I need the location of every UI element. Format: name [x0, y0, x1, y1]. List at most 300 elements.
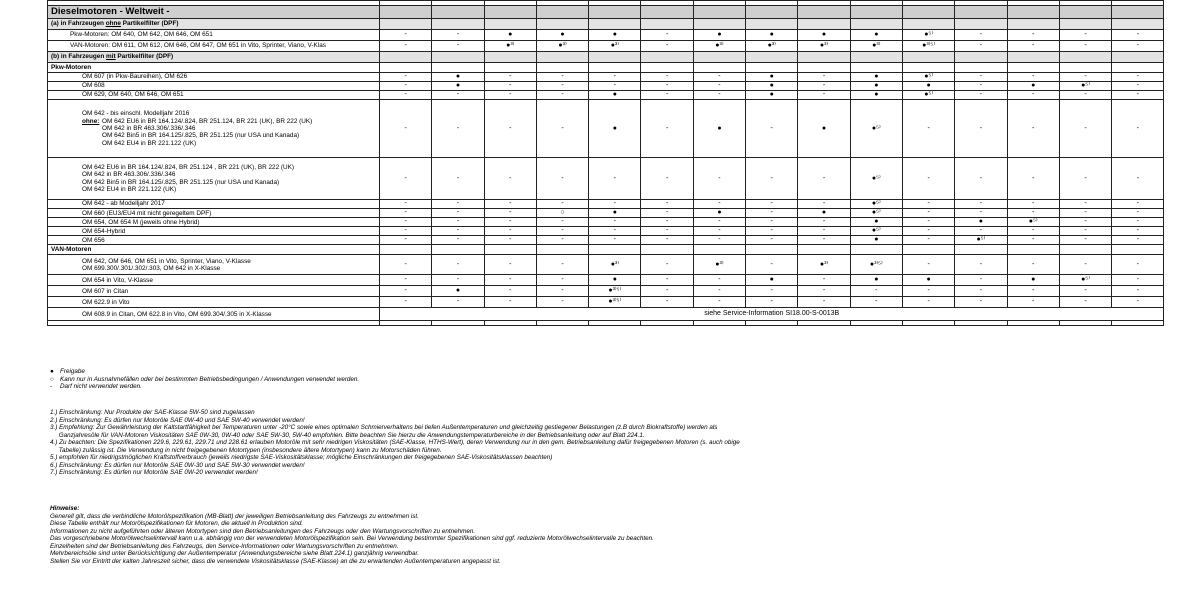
- empty-cell: [641, 321, 693, 326]
- table-cell: ●: [693, 209, 745, 218]
- row-label: Pkw-Motoren: OM 640, OM 642, OM 646, OM 651: [48, 30, 380, 41]
- table-cell: -: [798, 275, 850, 286]
- empty-cell: [693, 6, 745, 19]
- table-cell: ●³⁾: [536, 41, 588, 52]
- table-cell: -: [955, 200, 1007, 209]
- table-cell: ●: [693, 30, 745, 41]
- empty-cell: [432, 63, 484, 73]
- table-row: [48, 100, 1164, 158]
- empty-cell: [902, 6, 954, 19]
- table-cell: -: [536, 158, 588, 200]
- table-cell: -: [902, 200, 954, 209]
- empty-cell: [902, 321, 954, 326]
- table-cell: ●³⁾: [798, 255, 850, 275]
- table-cell: -: [1007, 255, 1059, 275]
- table-cell: -: [746, 227, 798, 236]
- table-cell: -: [693, 227, 745, 236]
- table-cell: -: [1059, 236, 1111, 245]
- table-cell: ●⁵⁾: [850, 209, 902, 218]
- empty-cell: [484, 6, 536, 19]
- table-cell: -: [1112, 297, 1164, 308]
- empty-cell: [380, 245, 432, 255]
- empty-cell: [432, 52, 484, 63]
- table-cell: -: [902, 297, 954, 308]
- table-cell: -: [589, 73, 641, 82]
- table-cell: -: [955, 297, 1007, 308]
- table-cell: -: [1007, 236, 1059, 245]
- table-cell: -: [798, 73, 850, 82]
- empty-cell: [1059, 52, 1111, 63]
- footnote: Ganzjahresöle für VAN-Motoren Viskositäten SAE 0W-30, 0W-40 oder SAE 5W-30, 5W-40 empfohlen. Bitte beachten Sie hierzu die Anwendungstemperaturbereiche in der Betriebsanleitung oder auf Blatt 224.1.: [50, 431, 645, 439]
- table-row: [48, 200, 1164, 209]
- empty-cell: [955, 19, 1007, 30]
- table-cell: ●³⁾: [484, 41, 536, 52]
- hinweise-title: Hinweise:: [50, 505, 80, 512]
- empty-cell: [746, 6, 798, 19]
- hinweis-line: Das vorgeschriebene Motorölwechselintervall kann u.a. abhängig von der verwendeten Motorölspezifikation sein. Bei Verwendung bestimmter Spezifikationen sind ggf. reduzierte Motorölwechselintervalle zu beachten.: [50, 535, 654, 543]
- table-cell: -: [380, 227, 432, 236]
- table-cell: -: [1007, 73, 1059, 82]
- table-cell: -: [484, 275, 536, 286]
- table-cell: -: [432, 227, 484, 236]
- table-row: [48, 227, 1164, 236]
- subsection-a-label: (a) in Fahrzeugen ohne Partikelfilter (DPF): [48, 19, 380, 30]
- table-cell: -: [746, 255, 798, 275]
- table-cell: -: [536, 275, 588, 286]
- footnote: 6.) Einschränkung: Es dürfen nur Motoröle SAE 0W-30 und SAE 5W-30 verwendet werden!: [50, 461, 305, 469]
- table-cell: -: [955, 286, 1007, 297]
- table-row: [48, 209, 1164, 218]
- table-cell: -: [484, 200, 536, 209]
- empty-cell: [1112, 19, 1164, 30]
- table-cell: -: [693, 236, 745, 245]
- table-cell: ●⁵⁾: [902, 30, 954, 41]
- legend-text: Darf nicht verwendet werden.: [60, 383, 142, 391]
- empty-cell: [536, 6, 588, 19]
- table-cell: -: [1007, 209, 1059, 218]
- table-cell: ●: [746, 91, 798, 100]
- table-cell: ●: [746, 73, 798, 82]
- footnote: 7.) Einschränkung: Es dürfen nur Motoröle SAE 0W-20 verwendet werden!: [50, 469, 258, 477]
- footnote: 3.) Empfehlung: Zur Gewährleistung der Kaltstartfähigkeit bei Temperaturen unter -20°C sowie eines optimalen Schmierverhaltens bei tiefen Außentemperaturen und gleichzeitig gestiegener Belastungen (z.B durch Biokraftstoffe) werden als: [50, 424, 718, 432]
- table-cell: ●³⁾: [693, 41, 745, 52]
- table-cell: -: [641, 236, 693, 245]
- table-cell: -: [484, 209, 536, 218]
- table-cell: -: [536, 297, 588, 308]
- table-cell: ●: [589, 100, 641, 158]
- table-cell: ●: [1007, 275, 1059, 286]
- table-row: [48, 91, 1164, 100]
- table-cell: -: [484, 100, 536, 158]
- empty-cell: [589, 321, 641, 326]
- table-cell: -: [484, 286, 536, 297]
- empty-cell: [1059, 321, 1111, 326]
- empty-cell: [536, 63, 588, 73]
- table-cell: -: [798, 158, 850, 200]
- table-cell: -: [955, 158, 1007, 200]
- empty-cell: [1007, 6, 1059, 19]
- table-row: [48, 82, 1164, 91]
- table-cell: -: [432, 41, 484, 52]
- hinweis-line: Informationen zu nicht aufgeführten oder älteren Motortypen sind den Betriebsanleitungen des Fahrzeugs oder den Wartungsvorschriften zu entnehmen.: [50, 527, 476, 535]
- empty-cell: [484, 321, 536, 326]
- table-cell: -: [536, 200, 588, 209]
- table-cell: -: [589, 236, 641, 245]
- table-cell: -: [1112, 100, 1164, 158]
- table-cell: -: [380, 91, 432, 100]
- empty-cell: [955, 321, 1007, 326]
- table-cell: -: [1112, 30, 1164, 41]
- table-cell: -: [641, 209, 693, 218]
- table-cell: -: [798, 297, 850, 308]
- empty-cell: [850, 245, 902, 255]
- empty-cell: [1059, 6, 1111, 19]
- table-cell: -: [850, 286, 902, 297]
- table-cell: -: [432, 209, 484, 218]
- table-cell: -: [1007, 91, 1059, 100]
- empty-cell: [746, 19, 798, 30]
- empty-cell: [641, 52, 693, 63]
- table-cell: -: [1112, 200, 1164, 209]
- table-cell: -: [955, 255, 1007, 275]
- row-label: OM 654 in Vito, V-Klasse: [48, 275, 380, 286]
- table-cell: -: [641, 297, 693, 308]
- table-cell: -: [484, 255, 536, 275]
- table-cell: -: [955, 30, 1007, 41]
- table-cell: -: [746, 209, 798, 218]
- table-cell: -: [432, 218, 484, 227]
- empty-cell: [1007, 321, 1059, 326]
- hinweis-line: Diese Tabelle enthält nur Motorölspezifikationen für Motoren, die aktuell in Produktion sind.: [50, 520, 304, 528]
- legend-symbol: ●: [50, 368, 54, 375]
- table-cell: -: [902, 218, 954, 227]
- table-cell: -: [380, 236, 432, 245]
- table-cell: -: [798, 227, 850, 236]
- table-cell: -: [641, 158, 693, 200]
- table-cell: -: [484, 158, 536, 200]
- table-cell: -: [432, 200, 484, 209]
- table-cell: -: [746, 218, 798, 227]
- row-label: OM 608.9 in Citan, OM 622.8 in Vito, OM 699.304/.305 in X-Klasse: [48, 308, 380, 321]
- footnote: 4.) Zu beachten: Die Spezifikationen 229.6, 229.61, 229.71 und 228.61 erlauben Motoröle mit sehr niedrigen Viskositäten (SAE-Klasse, HTHS-Wert), deren Verwendung nur in den gem. Betriebsanleitung dafür freigegebenen Motoren (s. auch obige: [50, 439, 740, 447]
- empty-cell: [536, 52, 588, 63]
- empty-cell: [1059, 63, 1111, 73]
- table-cell: -: [432, 255, 484, 275]
- row-label: VAN-Motoren: OM 611, OM 612, OM 646, OM 647, OM 651 in Vito, Sprinter, Viano, V-Klas: [48, 41, 380, 52]
- row-label: OM 607 in Citan: [48, 286, 380, 297]
- empty-cell: [693, 245, 745, 255]
- table-cell: -: [380, 73, 432, 82]
- table-cell: -: [693, 82, 745, 91]
- section-title: Dieselmotoren - Weltweit -: [48, 6, 380, 19]
- table-cell: -: [746, 286, 798, 297]
- table-cell: -: [380, 255, 432, 275]
- table-row: [48, 255, 1164, 275]
- table-cell: -: [798, 82, 850, 91]
- empty-cell: [798, 245, 850, 255]
- table-cell: -: [641, 200, 693, 209]
- table-row: [48, 308, 1164, 321]
- table-cell: -: [1059, 73, 1111, 82]
- table-footer-stub: [48, 321, 1164, 326]
- table-cell: -: [1112, 255, 1164, 275]
- table-cell: ●⁵⁾: [955, 236, 1007, 245]
- empty-cell: [589, 245, 641, 255]
- table-cell: -: [589, 227, 641, 236]
- empty-cell: [850, 63, 902, 73]
- empty-cell: [798, 63, 850, 73]
- legend-text: Kann nur in Ausnahmefällen oder bei bestimmten Betriebsbedingungen / Anwendungen verwendet werden.: [60, 375, 360, 383]
- empty-cell: [536, 245, 588, 255]
- empty-cell: [589, 6, 641, 19]
- legend-symbol: -: [50, 383, 53, 391]
- table-cell: -: [955, 82, 1007, 91]
- table-cell: -: [798, 286, 850, 297]
- table-cell: ●: [589, 209, 641, 218]
- table-cell: -: [432, 236, 484, 245]
- table-cell: -: [380, 41, 432, 52]
- legend-symbol: ○: [50, 375, 54, 383]
- table-cell: -: [589, 158, 641, 200]
- table-cell: -: [536, 73, 588, 82]
- footnote: 1.) Einschränkung: Nur Produkte der SAE-Klasse 5W-50 sind zugelassen: [50, 409, 255, 416]
- empty-cell: [484, 245, 536, 255]
- table-cell: -: [641, 275, 693, 286]
- table-cell: -: [798, 218, 850, 227]
- table-cell: -: [536, 286, 588, 297]
- table-cell: -: [798, 200, 850, 209]
- footnotes: [50, 409, 740, 477]
- table-cell: -: [536, 227, 588, 236]
- table-cell: -: [484, 218, 536, 227]
- table-cell: ●: [798, 100, 850, 158]
- empty-cell: [380, 321, 432, 326]
- table-cell: -: [1059, 30, 1111, 41]
- table-cell: ●: [850, 275, 902, 286]
- empty-cell: [589, 19, 641, 30]
- group-pkw: [48, 63, 1164, 73]
- table-cell: -: [589, 82, 641, 91]
- table-cell: -: [641, 255, 693, 275]
- table-cell: ●⁵⁾: [1059, 82, 1111, 91]
- table-cell: -: [432, 100, 484, 158]
- table-cell: -: [1112, 209, 1164, 218]
- table-cell: -: [1007, 297, 1059, 308]
- table-cell: -: [380, 275, 432, 286]
- row-label: OM 642 - bis einschl. Modelljahr 2016 ohne: OM 642 EU6 in BR 164.124/.824, BR 251.124, BR 221 (UK), BR 222 (UK) OM 642 in BR 463.306/.336/.346 OM 642 Bin5 in BR 164.125/.825, BR 251.125 (nur USA und Kanada) OM 642 EU4 in BR 221.122 (UK): [48, 100, 380, 158]
- table-cell: ●⁵⁾: [1059, 275, 1111, 286]
- table-cell: -: [955, 91, 1007, 100]
- table-cell: -: [1007, 227, 1059, 236]
- empty-cell: [1112, 321, 1164, 326]
- table-cell: -: [1059, 200, 1111, 209]
- table-cell: ●: [484, 30, 536, 41]
- table-cell: ●: [746, 275, 798, 286]
- empty-cell: [536, 19, 588, 30]
- table-cell: -: [1112, 41, 1164, 52]
- table-cell: -: [641, 218, 693, 227]
- table-cell: -: [1059, 227, 1111, 236]
- empty-cell: [746, 52, 798, 63]
- table-cell: ●⁵⁾: [850, 227, 902, 236]
- row-label: OM 642 - ab Modelljahr 2017: [48, 200, 380, 209]
- empty-cell: [1059, 245, 1111, 255]
- table-cell: ●³⁾⁵⁾: [589, 286, 641, 297]
- table-cell: ●: [589, 275, 641, 286]
- table-cell: -: [1007, 200, 1059, 209]
- row-label: OM 654, OM 654 M (jeweils ohne Hybrid): [48, 218, 380, 227]
- table-cell: ●: [589, 30, 641, 41]
- section-row: [48, 6, 1164, 19]
- table-cell: ●: [746, 82, 798, 91]
- table-cell: ●⁵⁾: [1007, 218, 1059, 227]
- empty-cell: [641, 245, 693, 255]
- row-label: OM 660 (EU3/EU4 mit nicht geregeltem DPF): [48, 209, 380, 218]
- empty-cell: [798, 321, 850, 326]
- subsection-b-label: (b) in Fahrzeugen mit Partikelfilter (DPF): [48, 52, 380, 63]
- empty-cell: [432, 6, 484, 19]
- table-cell: -: [641, 100, 693, 158]
- table-cell: -: [484, 236, 536, 245]
- table-cell: -: [1059, 209, 1111, 218]
- table-cell: ●: [902, 275, 954, 286]
- table-cell: -: [641, 227, 693, 236]
- table-cell: -: [693, 286, 745, 297]
- table-cell: ●³⁾⁵⁾: [850, 255, 902, 275]
- table-cell: -: [746, 158, 798, 200]
- table-cell: ●: [798, 30, 850, 41]
- table-cell: ●³⁾: [589, 41, 641, 52]
- table-row: [48, 286, 1164, 297]
- table-cell: -: [432, 158, 484, 200]
- table-cell: ●: [850, 218, 902, 227]
- table-cell: ●³⁾⁵⁾: [589, 297, 641, 308]
- table-cell: -: [955, 41, 1007, 52]
- table-cell: -: [902, 286, 954, 297]
- empty-cell: [798, 6, 850, 19]
- table-cell: -: [1112, 236, 1164, 245]
- table-cell: -: [1007, 158, 1059, 200]
- table-row: [48, 73, 1164, 82]
- table-cell: ●: [850, 236, 902, 245]
- empty-cell: [798, 52, 850, 63]
- empty-cell: [902, 63, 954, 73]
- empty-cell: [589, 52, 641, 63]
- empty-cell: [380, 52, 432, 63]
- empty-cell: [641, 63, 693, 73]
- table-cell: ●³⁾: [693, 255, 745, 275]
- table-cell: -: [746, 297, 798, 308]
- table-cell: -: [380, 218, 432, 227]
- table-cell: -: [798, 91, 850, 100]
- table-cell: -: [1112, 73, 1164, 82]
- empty-cell: [1059, 19, 1111, 30]
- table-row: [48, 41, 1164, 52]
- table-cell: ●³⁾: [589, 255, 641, 275]
- table-cell: -: [484, 82, 536, 91]
- empty-cell: [746, 63, 798, 73]
- table-cell: -: [484, 73, 536, 82]
- footnote: 5.) empfohlen für niedrigstmöglichen Kraftstoffverbrauch (jeweils niedrigste SAE-Viskositätsklasse; mögliche Einschränkungen der freigegebenen SAE-Viskositätsklassen beachten): [50, 454, 553, 462]
- table-cell: ●: [589, 91, 641, 100]
- table-cell: -: [1112, 82, 1164, 91]
- row-label: OM 622.9 in Vito: [48, 297, 380, 308]
- footnote: 2.) Einschränkung: Es dürfen nur Motoröle SAE 0W-40 und SAE 5W-40 verwendet werden!: [50, 416, 305, 424]
- empty-cell: [798, 19, 850, 30]
- table-cell: ●³⁾: [798, 41, 850, 52]
- table-row: [48, 275, 1164, 286]
- subsection-a: [48, 19, 1164, 30]
- table-row: [48, 158, 1164, 200]
- table-cell: -: [1059, 91, 1111, 100]
- table-cell: -: [380, 209, 432, 218]
- table-cell: -: [1059, 100, 1111, 158]
- table-cell: ●: [798, 209, 850, 218]
- table-cell: -: [693, 275, 745, 286]
- empty-cell: [693, 321, 745, 326]
- table-cell: -: [536, 100, 588, 158]
- legend-item: [50, 368, 359, 376]
- empty-cell: [589, 63, 641, 73]
- table-cell: -: [432, 91, 484, 100]
- legend-text: Freigabe: [60, 368, 85, 375]
- table-cell: -: [536, 236, 588, 245]
- group-pkw-label: Pkw-Motoren: [48, 63, 380, 73]
- table-cell: -: [641, 91, 693, 100]
- empty-cell: [536, 321, 588, 326]
- table-cell: -: [693, 297, 745, 308]
- empty-cell: [850, 19, 902, 30]
- table-cell: -: [902, 255, 954, 275]
- hinweise-block: [50, 505, 654, 565]
- empty-cell: [1112, 6, 1164, 19]
- table-row: [48, 218, 1164, 227]
- table-cell: ●⁵⁾: [902, 73, 954, 82]
- empty-cell: [484, 19, 536, 30]
- empty-cell: [850, 52, 902, 63]
- table-cell: -: [1007, 286, 1059, 297]
- empty-cell: [484, 63, 536, 73]
- table-cell: ●: [432, 82, 484, 91]
- table-cell: -: [432, 30, 484, 41]
- table-cell: -: [432, 297, 484, 308]
- table-cell: -: [641, 286, 693, 297]
- table-cell: ●³⁾: [850, 41, 902, 52]
- table-cell: ●⁵⁾: [850, 158, 902, 200]
- table-cell: ●⁵⁾: [850, 100, 902, 158]
- table-cell: -: [1112, 218, 1164, 227]
- empty-cell: [1007, 63, 1059, 73]
- table-cell: -: [380, 158, 432, 200]
- empty-cell: [850, 321, 902, 326]
- table-cell: ●: [850, 91, 902, 100]
- empty-cell: [746, 321, 798, 326]
- table-cell: -: [746, 200, 798, 209]
- table-cell: -: [1112, 91, 1164, 100]
- table-cell: ●³⁾⁵⁾: [902, 41, 954, 52]
- table-cell: ●: [432, 73, 484, 82]
- table-cell: -: [484, 91, 536, 100]
- table-cell: -: [641, 30, 693, 41]
- empty-cell: [955, 6, 1007, 19]
- table-cell: -: [1112, 158, 1164, 200]
- table-cell: -: [380, 297, 432, 308]
- table-cell: -: [536, 91, 588, 100]
- table-cell: -: [589, 218, 641, 227]
- table-cell: -: [380, 286, 432, 297]
- table-cell: -: [380, 30, 432, 41]
- table-cell: -: [746, 100, 798, 158]
